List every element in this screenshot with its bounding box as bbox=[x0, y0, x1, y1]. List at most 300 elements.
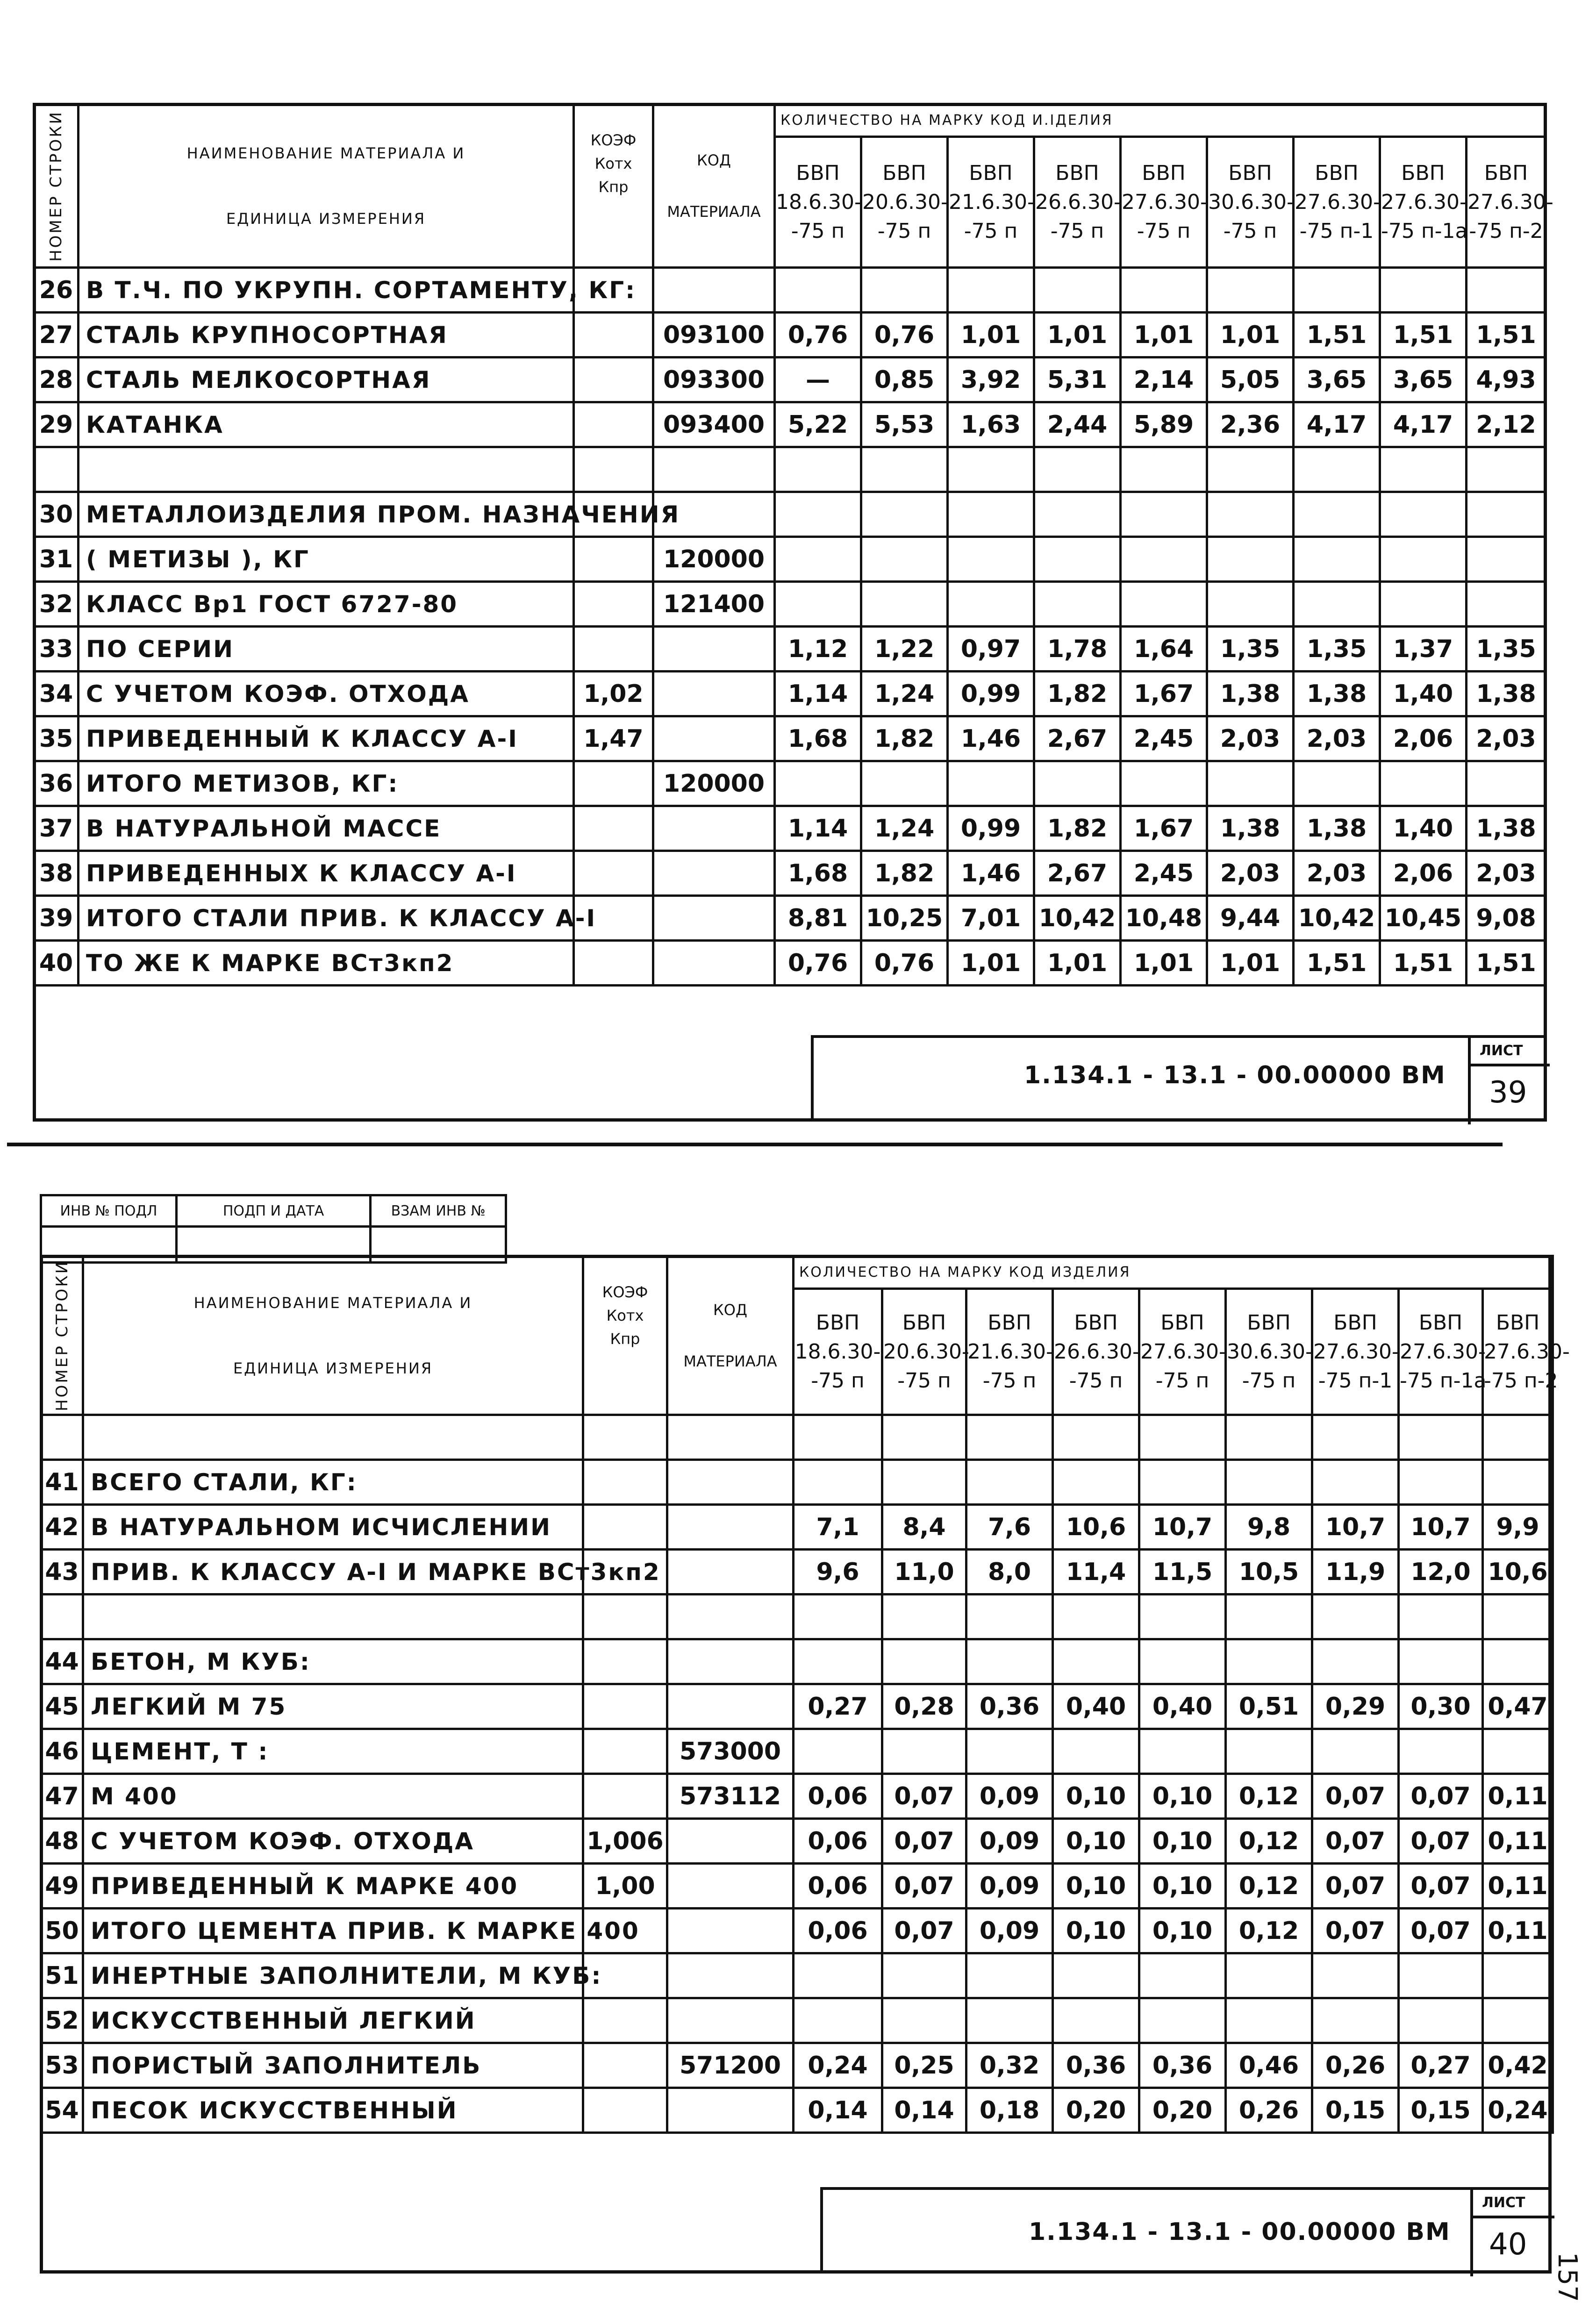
material-code bbox=[653, 851, 775, 896]
brand-line: 27.6.30- bbox=[1313, 1339, 1399, 1364]
quantity-cell: 9,6 bbox=[794, 1550, 882, 1595]
quantity-cell bbox=[794, 1729, 882, 1774]
quantity-cell bbox=[1226, 1729, 1312, 1774]
table-row bbox=[34, 941, 1546, 986]
brand-line: -75 п bbox=[811, 1368, 865, 1393]
quantity-cell: 11,0 bbox=[882, 1550, 966, 1595]
material-code bbox=[667, 1505, 794, 1550]
inv-replace-label: ВЗАМ ИНВ № bbox=[371, 1195, 506, 1227]
quantity-cell: 11,5 bbox=[1139, 1550, 1226, 1595]
quantity-cell: 0,99 bbox=[948, 806, 1034, 851]
material-name: ПРИВЕДЕННЫЙ К МАРКЕ 400 bbox=[83, 1864, 583, 1909]
quantity-cell: 0,07 bbox=[882, 1774, 966, 1819]
coefficient: 1,47 bbox=[574, 716, 653, 761]
quantity-cell: 0,51 bbox=[1226, 1684, 1312, 1729]
quantity-cell bbox=[966, 1415, 1053, 1460]
brand-line: -75 п bbox=[982, 1368, 1037, 1393]
quantity-cell bbox=[1312, 1639, 1399, 1684]
table-row bbox=[41, 2088, 1553, 2133]
quantity-cell: 0,07 bbox=[1312, 1819, 1399, 1864]
table-row bbox=[34, 627, 1546, 672]
quantity-cell bbox=[948, 447, 1034, 492]
coefficient bbox=[583, 1998, 667, 2043]
quantity-cell bbox=[1312, 1415, 1399, 1460]
quantity-cell bbox=[1034, 537, 1121, 582]
table-row bbox=[34, 268, 1546, 313]
brand-line: БВП bbox=[902, 1310, 946, 1335]
quantity-cell bbox=[1226, 1460, 1312, 1505]
material-name: ПРИВ. К КЛАССУ А-І И МАРКЕ ВСт3кп2 bbox=[83, 1550, 583, 1595]
brand-header-3 bbox=[966, 1289, 1053, 1415]
quantity-cell: 0,06 bbox=[794, 1774, 882, 1819]
quantity-cell: 1,38 bbox=[1294, 806, 1380, 851]
quantity-cell: 0,85 bbox=[861, 358, 948, 402]
quantity-cell bbox=[1380, 268, 1467, 313]
quantity-cell: 2,06 bbox=[1380, 851, 1467, 896]
quantity-cell: 1,67 bbox=[1121, 806, 1207, 851]
quantity-cell bbox=[948, 492, 1034, 537]
quantity-cell: 4,17 bbox=[1294, 402, 1380, 447]
table-row bbox=[34, 582, 1546, 627]
header-koef: КОЭФ Котх Кпр bbox=[583, 1256, 667, 1415]
quantity-cell: 0,36 bbox=[966, 1684, 1053, 1729]
brand-header-7 bbox=[1312, 1289, 1399, 1415]
row-number: 42 bbox=[41, 1505, 83, 1550]
quantity-cell: 0,10 bbox=[1053, 1819, 1139, 1864]
quantity-cell: 2,45 bbox=[1121, 716, 1207, 761]
quantity-cell: 0,07 bbox=[1312, 1909, 1399, 1953]
quantity-cell: 9,8 bbox=[1226, 1505, 1312, 1550]
quantity-cell bbox=[1467, 761, 1546, 806]
quantity-cell bbox=[1399, 1998, 1483, 2043]
sheet-number: 40 bbox=[1489, 2227, 1527, 2262]
quantity-cell bbox=[1207, 537, 1294, 582]
brand-line: БВП bbox=[1484, 161, 1528, 185]
row-number bbox=[34, 447, 79, 492]
quantity-cell: 0,15 bbox=[1312, 2088, 1399, 2133]
quantity-cell bbox=[1399, 1460, 1483, 1505]
quantity-cell: 12,0 bbox=[1399, 1550, 1483, 1595]
quantity-cell: 0,14 bbox=[794, 2088, 882, 2133]
quantity-cell bbox=[1053, 1595, 1139, 1639]
brand-line: 27.6.30- bbox=[1122, 190, 1208, 214]
brand-line: БВП bbox=[1315, 161, 1359, 185]
material-name: ТО ЖЕ К МАРКЕ ВСт3кп2 bbox=[79, 941, 574, 986]
coefficient bbox=[583, 1729, 667, 1774]
quantity-cell: 1,01 bbox=[1121, 313, 1207, 358]
row-number bbox=[41, 1595, 83, 1639]
quantity-cell: 2,03 bbox=[1467, 851, 1546, 896]
table-row bbox=[41, 1774, 1553, 1819]
quantity-cell: 0,24 bbox=[794, 2043, 882, 2088]
brand-line: 20.6.30- bbox=[883, 1339, 969, 1364]
material-code bbox=[667, 1953, 794, 1998]
coefficient bbox=[574, 537, 653, 582]
quantity-cell: 0,10 bbox=[1053, 1909, 1139, 1953]
row-number: 47 bbox=[41, 1774, 83, 1819]
quantity-cell: 0,09 bbox=[966, 1774, 1053, 1819]
material-name: ЛЕГКИЙ М 75 bbox=[83, 1684, 583, 1729]
quantity-cell bbox=[775, 268, 861, 313]
quantity-cell: 0,24 bbox=[1483, 2088, 1553, 2133]
brand-line: 27.6.30- bbox=[1140, 1339, 1226, 1364]
quantity-cell: 8,4 bbox=[882, 1505, 966, 1550]
quantity-cell: 1,24 bbox=[861, 672, 948, 716]
row-number: 46 bbox=[41, 1729, 83, 1774]
material-code bbox=[667, 1819, 794, 1864]
quantity-cell bbox=[882, 1998, 966, 2043]
quantity-cell bbox=[948, 582, 1034, 627]
quantity-cell bbox=[1139, 1415, 1226, 1460]
table-row bbox=[34, 537, 1546, 582]
table-row bbox=[41, 1595, 1553, 1639]
quantity-cell bbox=[1467, 268, 1546, 313]
brand-line: БВП bbox=[988, 1310, 1031, 1335]
quantity-cell: 0,07 bbox=[1399, 1864, 1483, 1909]
quantity-cell: 0,10 bbox=[1139, 1864, 1226, 1909]
quantity-cell bbox=[882, 1729, 966, 1774]
material-code: 121400 bbox=[653, 582, 775, 627]
quantity-cell: 1,82 bbox=[1034, 806, 1121, 851]
stamp-divider bbox=[1468, 1064, 1550, 1066]
quantity-cell: 1,14 bbox=[775, 672, 861, 716]
header-koef: КОЭФ Котх Кпр bbox=[574, 104, 653, 268]
brand-header-4 bbox=[1053, 1289, 1139, 1415]
quantity-cell: 10,6 bbox=[1053, 1505, 1139, 1550]
quantity-cell: 1,51 bbox=[1380, 313, 1467, 358]
quantity-cell bbox=[775, 447, 861, 492]
quantity-cell: 1,35 bbox=[1294, 627, 1380, 672]
material-name: ИСКУССТВЕННЫЙ ЛЕГКИЙ bbox=[83, 1998, 583, 2043]
material-code bbox=[653, 268, 775, 313]
table-row bbox=[41, 1415, 1553, 1460]
quantity-cell: 0,06 bbox=[794, 1909, 882, 1953]
brand-line: -75 п bbox=[897, 1368, 951, 1393]
quantity-cell bbox=[1483, 1415, 1553, 1460]
quantity-cell: 0,07 bbox=[882, 1909, 966, 1953]
quantity-cell: 3,65 bbox=[1294, 358, 1380, 402]
quantity-cell bbox=[861, 492, 948, 537]
quantity-cell: 5,05 bbox=[1207, 358, 1294, 402]
quantity-cell: 2,03 bbox=[1294, 716, 1380, 761]
quantity-cell: 0,25 bbox=[882, 2043, 966, 2088]
brand-line: БВП bbox=[1247, 1310, 1291, 1335]
materials-table-sheet-39 bbox=[33, 103, 1553, 987]
quantity-cell bbox=[1399, 1729, 1483, 1774]
row-number: 31 bbox=[34, 537, 79, 582]
brand-line: 27.6.30- bbox=[1381, 190, 1467, 214]
brand-line: 27.6.30- bbox=[1295, 190, 1381, 214]
quantity-cell: 0,15 bbox=[1399, 2088, 1483, 2133]
brand-line: -75 п bbox=[791, 219, 845, 243]
quantity-cell bbox=[1121, 492, 1207, 537]
quantity-cell: 5,53 bbox=[861, 402, 948, 447]
brand-header-3 bbox=[948, 137, 1034, 268]
quantity-cell: 0,76 bbox=[775, 941, 861, 986]
brand-line: 27.6.30- bbox=[1400, 1339, 1486, 1364]
quantity-cell: 1,01 bbox=[1034, 313, 1121, 358]
quantity-cell: 9,9 bbox=[1483, 1505, 1553, 1550]
quantity-cell: 0,12 bbox=[1226, 1819, 1312, 1864]
material-code: 571200 bbox=[667, 2043, 794, 2088]
coefficient bbox=[583, 1505, 667, 1550]
quantity-cell: 11,9 bbox=[1312, 1550, 1399, 1595]
quantity-cell: 9,08 bbox=[1467, 896, 1546, 941]
quantity-cell bbox=[794, 1953, 882, 1998]
quantity-cell: 0,14 bbox=[882, 2088, 966, 2133]
quantity-cell: 0,11 bbox=[1483, 1819, 1553, 1864]
quantity-cell bbox=[1467, 582, 1546, 627]
brand-header-8 bbox=[1380, 137, 1467, 268]
table-row bbox=[34, 672, 1546, 716]
quantity-cell bbox=[794, 1639, 882, 1684]
brand-header-7 bbox=[1294, 137, 1380, 268]
quantity-cell: 0,07 bbox=[882, 1864, 966, 1909]
quantity-cell bbox=[948, 761, 1034, 806]
material-name: М 400 bbox=[83, 1774, 583, 1819]
quantity-cell: 1,12 bbox=[775, 627, 861, 672]
quantity-cell: 0,07 bbox=[1312, 1864, 1399, 1909]
quantity-cell: 8,81 bbox=[775, 896, 861, 941]
quantity-cell: 1,22 bbox=[861, 627, 948, 672]
brand-line: 18.6.30- bbox=[776, 190, 862, 214]
quantity-cell: 0,12 bbox=[1226, 1909, 1312, 1953]
material-code bbox=[667, 1864, 794, 1909]
quantity-cell: 0,26 bbox=[1226, 2088, 1312, 2133]
material-name: СТАЛЬ КРУПНОСОРТНАЯ bbox=[79, 313, 574, 358]
quantity-cell: 1,51 bbox=[1380, 941, 1467, 986]
material-name bbox=[79, 447, 574, 492]
material-name: БЕТОН, М КУБ: bbox=[83, 1639, 583, 1684]
materials-table-sheet-40 bbox=[40, 1255, 1570, 2134]
table-row bbox=[34, 851, 1546, 896]
quantity-cell: 1,14 bbox=[775, 806, 861, 851]
quantity-cell: 2,67 bbox=[1034, 851, 1121, 896]
coefficient bbox=[583, 1774, 667, 1819]
brand-line: 26.6.30- bbox=[1054, 1339, 1140, 1364]
quantity-cell: 0,10 bbox=[1139, 1774, 1226, 1819]
material-code bbox=[667, 1460, 794, 1505]
quantity-cell bbox=[1226, 1998, 1312, 2043]
table-row bbox=[41, 1909, 1553, 1953]
quantity-cell: 0,36 bbox=[1139, 2043, 1226, 2088]
quantity-cell bbox=[1380, 761, 1467, 806]
quantity-cell: 0,46 bbox=[1226, 2043, 1312, 2088]
quantity-cell bbox=[882, 1415, 966, 1460]
quantity-cell: 10,48 bbox=[1121, 896, 1207, 941]
brand-header-9 bbox=[1467, 137, 1553, 268]
coefficient bbox=[574, 402, 653, 447]
quantity-cell: 0,76 bbox=[861, 313, 948, 358]
quantity-cell: 0,30 bbox=[1399, 1684, 1483, 1729]
material-code bbox=[653, 447, 775, 492]
quantity-cell bbox=[1312, 1729, 1399, 1774]
row-number: 39 bbox=[34, 896, 79, 941]
quantity-cell: 0,10 bbox=[1139, 1819, 1226, 1864]
quantity-cell: 0,12 bbox=[1226, 1864, 1312, 1909]
quantity-cell: 1,01 bbox=[1207, 941, 1294, 986]
quantity-cell bbox=[775, 761, 861, 806]
row-number: 49 bbox=[41, 1864, 83, 1909]
material-code: 093300 bbox=[653, 358, 775, 402]
quantity-cell bbox=[1483, 1460, 1553, 1505]
material-code bbox=[667, 1595, 794, 1639]
table-row bbox=[41, 1819, 1553, 1864]
brand-line: БВП bbox=[1055, 161, 1099, 185]
quantity-cell bbox=[1483, 1998, 1553, 2043]
header-material-code: КОД МАТЕРИАЛА bbox=[667, 1256, 794, 1415]
quantity-cell: 1,51 bbox=[1467, 941, 1546, 986]
table-row bbox=[34, 806, 1546, 851]
quantity-cell bbox=[966, 1595, 1053, 1639]
material-name: ( МЕТИЗЫ ), КГ bbox=[79, 537, 574, 582]
brand-line: БВП bbox=[1496, 1310, 1540, 1335]
table-row bbox=[34, 896, 1546, 941]
quantity-cell: 0,47 bbox=[1483, 1684, 1553, 1729]
quantity-cell bbox=[1207, 582, 1294, 627]
quantity-cell: 5,22 bbox=[775, 402, 861, 447]
row-number: 45 bbox=[41, 1684, 83, 1729]
quantity-cell: 1,82 bbox=[1034, 672, 1121, 716]
quantity-cell: 1,40 bbox=[1380, 672, 1467, 716]
quantity-cell bbox=[1053, 1729, 1139, 1774]
quantity-cell bbox=[1226, 1595, 1312, 1639]
row-number: 29 bbox=[34, 402, 79, 447]
coefficient bbox=[574, 627, 653, 672]
brand-header-6 bbox=[1207, 137, 1294, 268]
quantity-cell bbox=[882, 1639, 966, 1684]
quantity-cell: 1,68 bbox=[775, 716, 861, 761]
quantity-cell: 10,25 bbox=[861, 896, 948, 941]
quantity-cell: 1,40 bbox=[1380, 806, 1467, 851]
brand-line: 21.6.30- bbox=[967, 1339, 1053, 1364]
coefficient bbox=[574, 582, 653, 627]
table-row bbox=[41, 1998, 1553, 2043]
row-number: 43 bbox=[41, 1550, 83, 1595]
brand-line: БВП bbox=[882, 161, 926, 185]
coefficient: 1,00 bbox=[583, 1864, 667, 1909]
brand-line: БВП bbox=[969, 161, 1013, 185]
quantity-cell bbox=[1483, 1729, 1553, 1774]
quantity-cell bbox=[1139, 1595, 1226, 1639]
coefficient bbox=[583, 1415, 667, 1460]
table-row bbox=[41, 1550, 1553, 1595]
quantity-cell: 1,68 bbox=[775, 851, 861, 896]
brand-line: БВП bbox=[1142, 161, 1186, 185]
material-name: ВСЕГО СТАЛИ, КГ: bbox=[83, 1460, 583, 1505]
quantity-cell bbox=[1053, 1415, 1139, 1460]
quantity-cell bbox=[794, 1998, 882, 2043]
quantity-cell: 10,42 bbox=[1294, 896, 1380, 941]
quantity-cell bbox=[1380, 447, 1467, 492]
quantity-cell: 1,01 bbox=[948, 313, 1034, 358]
quantity-cell: 1,35 bbox=[1467, 627, 1546, 672]
material-name: ПРИВЕДЕННЫЙ К КЛАССУ А-І bbox=[79, 716, 574, 761]
quantity-cell: 0,12 bbox=[1226, 1774, 1312, 1819]
quantity-cell: 10,45 bbox=[1380, 896, 1467, 941]
quantity-cell bbox=[1294, 537, 1380, 582]
brand-line: -75 п bbox=[1137, 219, 1191, 243]
material-code: 120000 bbox=[653, 761, 775, 806]
quantity-cell: 0,40 bbox=[1139, 1684, 1226, 1729]
coefficient bbox=[574, 313, 653, 358]
quantity-cell: 1,38 bbox=[1207, 806, 1294, 851]
brand-header-9 bbox=[1483, 1289, 1570, 1415]
brand-line: 18.6.30- bbox=[794, 1339, 881, 1364]
brand-line: -75 п-1а bbox=[1381, 219, 1468, 243]
table-row bbox=[41, 1460, 1553, 1505]
brand-line: -75 п bbox=[1050, 219, 1104, 243]
material-code bbox=[667, 1909, 794, 1953]
material-name: С УЧЕТОМ КОЭФ. ОТХОДА bbox=[83, 1819, 583, 1864]
quantity-cell: 0,20 bbox=[1139, 2088, 1226, 2133]
quantity-cell bbox=[1294, 447, 1380, 492]
quantity-cell bbox=[1294, 761, 1380, 806]
quantity-cell: 1,38 bbox=[1294, 672, 1380, 716]
quantity-cell: 2,03 bbox=[1294, 851, 1380, 896]
brand-line: -75 п bbox=[1155, 1368, 1210, 1393]
coefficient bbox=[574, 941, 653, 986]
brand-line: БВП bbox=[816, 1310, 860, 1335]
material-name: ПОРИСТЫЙ ЗАПОЛНИТЕЛЬ bbox=[83, 2043, 583, 2088]
quantity-cell bbox=[1034, 447, 1121, 492]
coefficient bbox=[574, 761, 653, 806]
document-code: 1.134.1 - 13.1 - 00.00000 ВМ bbox=[1029, 2218, 1451, 2246]
quantity-cell bbox=[1121, 268, 1207, 313]
sheet-label: ЛИСТ bbox=[1482, 2195, 1525, 2211]
coefficient bbox=[583, 2043, 667, 2088]
quantity-cell: 2,45 bbox=[1121, 851, 1207, 896]
brand-header-2 bbox=[882, 1289, 969, 1415]
quantity-cell bbox=[1467, 492, 1546, 537]
quantity-cell: 1,82 bbox=[861, 716, 948, 761]
quantity-cell: 0,11 bbox=[1483, 1909, 1553, 1953]
table-row bbox=[34, 313, 1546, 358]
table-row bbox=[41, 1729, 1553, 1774]
quantity-cell bbox=[1399, 1595, 1483, 1639]
row-number: 41 bbox=[41, 1460, 83, 1505]
document-code: 1.134.1 - 13.1 - 00.00000 ВМ bbox=[1024, 1061, 1446, 1089]
brand-header-4 bbox=[1034, 137, 1121, 268]
row-number: 54 bbox=[41, 2088, 83, 2133]
brand-line: БВП bbox=[1074, 1310, 1118, 1335]
quantity-cell: 1,01 bbox=[1121, 941, 1207, 986]
quantity-cell bbox=[861, 268, 948, 313]
quantity-cell: 10,7 bbox=[1139, 1505, 1226, 1550]
quantity-cell: 2,36 bbox=[1207, 402, 1294, 447]
quantity-cell bbox=[1121, 761, 1207, 806]
brand-header-5 bbox=[1121, 137, 1207, 268]
quantity-cell: 1,67 bbox=[1121, 672, 1207, 716]
header-material-name: НАИМЕНОВАНИЕ МАТЕРИАЛА И ЕДИНИЦА ИЗМЕРЕНИЯ bbox=[79, 104, 574, 268]
quantity-cell: 1,38 bbox=[1207, 672, 1294, 716]
table-row bbox=[34, 492, 1546, 537]
coefficient bbox=[574, 358, 653, 402]
quantity-cell: 1,38 bbox=[1467, 806, 1546, 851]
quantity-cell: 0,99 bbox=[948, 672, 1034, 716]
table-row bbox=[41, 2043, 1553, 2088]
material-code bbox=[653, 896, 775, 941]
quantity-cell: 0,28 bbox=[882, 1684, 966, 1729]
quantity-cell bbox=[1294, 582, 1380, 627]
coefficient bbox=[574, 447, 653, 492]
quantity-cell: 7,1 bbox=[794, 1505, 882, 1550]
material-name: ПО СЕРИИ bbox=[79, 627, 574, 672]
quantity-cell bbox=[966, 1953, 1053, 1998]
quantity-cell bbox=[966, 1729, 1053, 1774]
stamp-divider bbox=[1470, 2216, 1554, 2218]
quantity-cell bbox=[1139, 1729, 1226, 1774]
